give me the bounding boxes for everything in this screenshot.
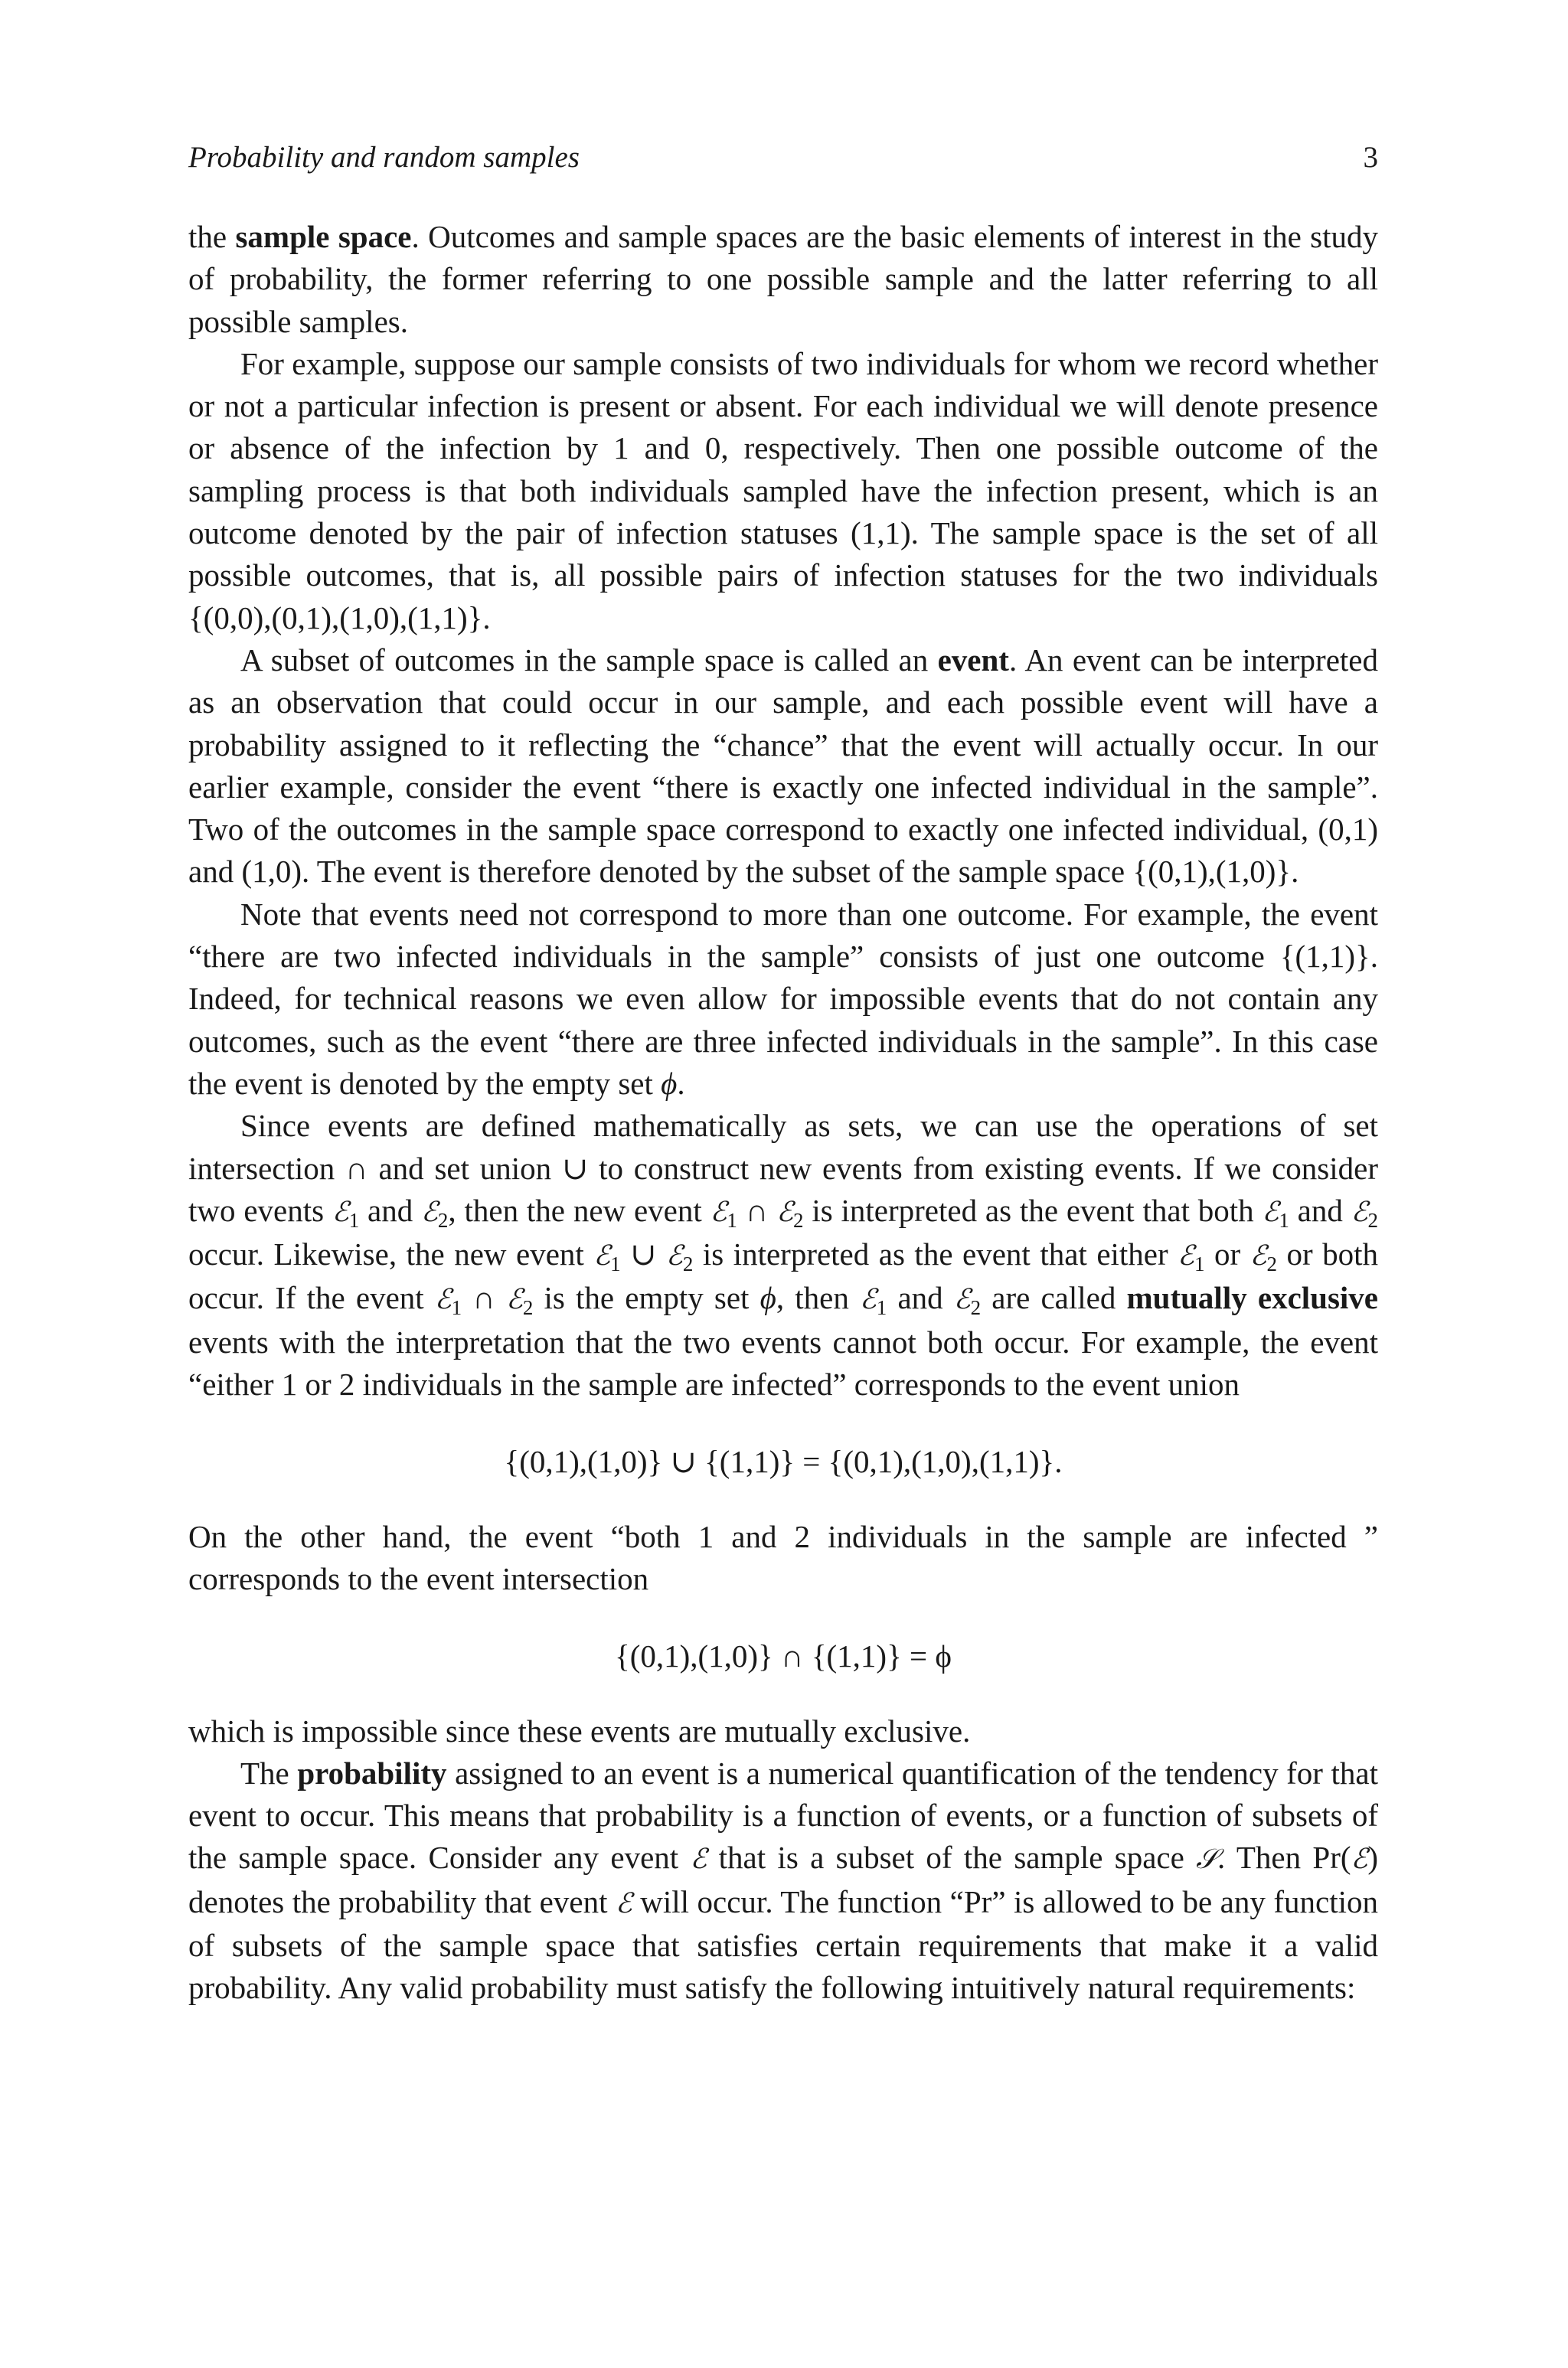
paragraph-set-operations: Since events are defined mathematically as sets, we can use the operations of set intersection ∩ and set union ∪ to construct new events from existing events. If we consider two events ℰ$_1$ and ℰ$_2$, then the new event ℰ$_1$ ∩ ℰ$_2$ is interpreted as the event that both ℰ$_1$ and ℰ$_2$ occur. Likewise, the new event ℰ$_1$ ∪ ℰ$_2$ is interpreted as the event that either ℰ$_1$ or ℰ$_2$ or both occur. If the event ℰ$_1$ ∩ ℰ$_2$ is the empty set ϕ, then ℰ$_1$ and ℰ$_2$ are called mutually exclusive events with the interpretation that the two events cannot both occur. For example, the event “either 1 or 2 individuals in the sample are infected” corresponds to the event union — [188, 1108, 1379, 1403]
paragraph-sample-space: the sample space. Outcomes and sample spaces are the basic elements of interest in the study of probability, the former referring to one possible sample and the latter referring to all possible samples. — [188, 219, 1378, 339]
running-header — [188, 135, 1378, 181]
paragraph-impossible: which is impossible since these events are mutually exclusive. — [188, 1713, 971, 1749]
running-title: Probability and random samples — [188, 141, 580, 174]
body-text — [188, 216, 1378, 2010]
term-sample-space: sample space — [235, 219, 412, 254]
paragraph-empty-set: Note that events need not correspond to more than one outcome. For example, the event “there are two infected individuals in the sample” consists of just one outcome {(1,1)}. Indeed, for technical reasons we even allow for impossible events that do not contain any outcomes, such as the event “there are three infected individuals in the sample”. In this case the event is denoted by the empty set ϕ. — [188, 896, 1378, 1101]
paragraph-example: For example, suppose our sample consists of two individuals for whom we record whether or not a particular infection is present or absent. For each individual we will denote presence or absence of the infection by 1 and 0, respectively. Then one possible outcome of the sampling process is that both individuals sampled have the infection present, which is an outcome denoted by the pair of infection statuses (1,1). The sample space is the set of all possible outcomes, that is, all possible pairs of infection statuses for the two individuals {(0,0),(0,1),(1,0),(1,1)}. — [188, 345, 1378, 635]
equation-intersection: {(0,1),(1,0)} ∩ {(1,1)} = ϕ — [615, 1638, 952, 1674]
term-event: event — [937, 642, 1009, 678]
page-number: 3 — [1363, 141, 1378, 174]
paragraph-intersection: On the other hand, the event “both 1 and 2 individuals in the sample are infected ” corresponds to the event intersection — [188, 1518, 1378, 1596]
term-probability: probability — [297, 1755, 447, 1791]
paragraph-probability: The probability assigned to an event is a numerical quantification of the tendency for that event to occur. This means that probability is a function of events, or a function of subsets of the sample space. Consider any event ℰ that is a subset of the sample space 𝒮. Then Pr(ℰ) denotes the probability that event ℰ will occur. The function “Pr” is allowed to be any function of subsets of the sample space that satisfies certain requirements that make it a valid probability. Any valid probability must satisfy the following intuitively natural requirements: — [188, 1755, 1379, 2006]
phi-symbol: ϕ — [661, 1065, 678, 1101]
paragraph-event: A subset of outcomes in the sample space is called an event. An event can be interpreted as an observation that could occur in our sample, and each possible event will have a probability assigned to it reflecting the “chance” that the event will actually occur. In our earlier example, consider the event “there is exactly one infected individual in the sample”. Two of the outcomes in the sample space correspond to exactly one infected individual, (0,1) and (1,0). The event is therefore denoted by the subset of the sample space {(0,1),(1,0)}. — [188, 642, 1378, 890]
equation-union: {(0,1),(1,0)} ∪ {(1,1)} = {(0,1),(1,0),(1,1)}. — [504, 1444, 1063, 1480]
term-mutually-exclusive: mutually exclusive — [1126, 1280, 1378, 1316]
